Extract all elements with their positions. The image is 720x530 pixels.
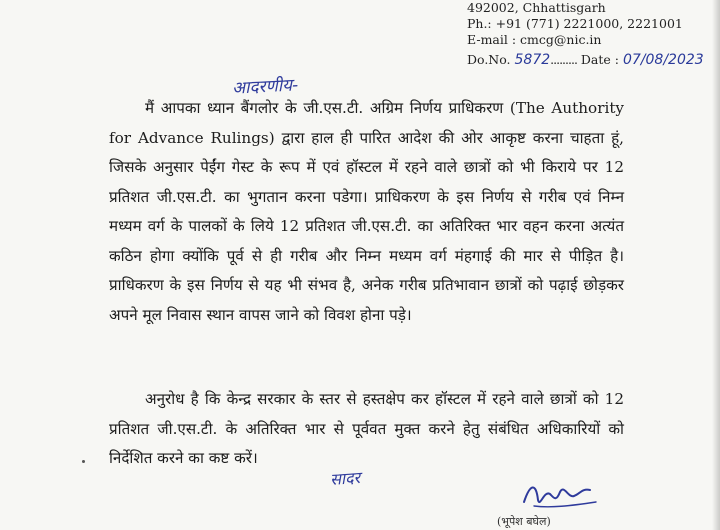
body-paragraph-2: अनुरोध है कि केन्द्र सरकार के स्तर से हस्तक्षेप कर हॉस्टल में रहने वाले छात्रों को 12 प्रतिशत जी.एस.टी. के अतिरिक्त भार से पूर्ववत मुक्त करने हेतु संबंधित अधिकारियों को निर्देशित करने का कष्ट करें। xyxy=(109,390,624,467)
date-value: 07/08/2023 xyxy=(622,52,704,68)
address-line: 492002, Chhattisgarh xyxy=(467,0,606,15)
signature-mark xyxy=(520,478,600,512)
letterhead-address-block xyxy=(467,0,683,48)
signatory-name: (भूपेश बघेल) xyxy=(497,515,551,528)
phone-line: Ph.: +91 (771) 2221000, 2221001 xyxy=(467,16,683,31)
date-label: Date : xyxy=(580,52,619,67)
email-line: E-mail : cmcg@nic.in xyxy=(467,32,602,47)
reference-line xyxy=(467,52,704,68)
body-paragraph-1: मैं आपका ध्यान बैंगलोर के जी.एस.टी. अग्रिम निर्णय प्राधिकरण (The Authority for Advance Rulings) द्वारा हाल ही पारित आदेश की ओर आकृष्ट करना चाहता हूं, जिसके अनुसार पेईंग गेस्ट के रूप में एवं हॉस्टल में रहने वाले छात्रों को भी किराये पर 12 प्रतिशत जी.एस.टी. का भुगतान करना पडेगा। प्राधिकरण के इस निर्णय से गरीब एवं निम्न मध्यम वर्ग के पालकों के लिये 12 प्रतिशत जी.एस.टी. का अतिरिक्त भार वहन करना अत्यंत कठिन होगा क्योंकि पूर्व से ही गरीब और निम्न मध्यम वर्ग मंहगाई की मार से पीड़ित है। प्राधिकरण के इस निर्णय से यह भी संभव है, अनेक गरीब प्रतिभावान छात्रों को पढ़ाई छोड़कर अपने मूल निवास स्थान वापस जाने को विवश होना पड़े। xyxy=(109,99,624,324)
dotted-leader: ......... xyxy=(550,52,577,67)
margin-dot xyxy=(82,460,85,463)
do-number: 5872 xyxy=(514,52,551,68)
handwritten-closing: सादर xyxy=(329,467,361,490)
handwritten-salutation: आदरणीय- xyxy=(231,75,299,99)
scan-edge-shadow xyxy=(712,0,720,530)
do-label: Do.No. xyxy=(467,52,511,67)
